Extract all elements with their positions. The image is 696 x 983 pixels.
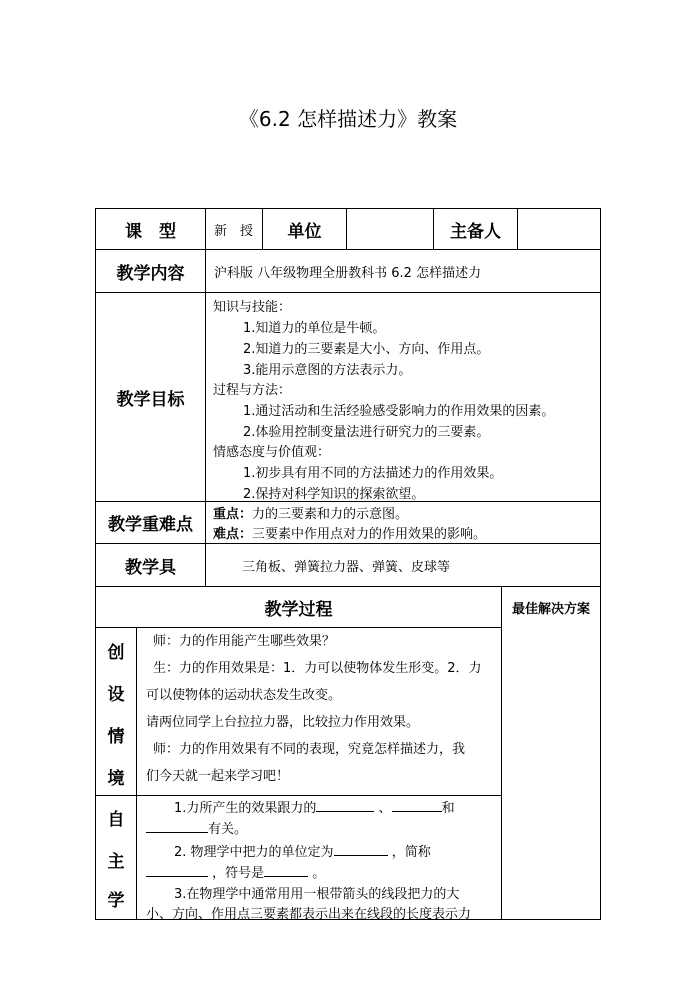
content-label: 教学内容 <box>116 263 185 284</box>
table-border <box>501 586 502 919</box>
unit-value <box>347 209 433 249</box>
author-label: 主备人 <box>450 221 501 242</box>
answer-blank[interactable] <box>392 799 442 812</box>
process-label: 教学过程 <box>264 599 333 620</box>
objective-line: 3.能用示意图的方法表示力。 <box>243 363 412 378</box>
objective-line: 过程与方法： <box>213 383 292 398</box>
objective-line: 1.初步具有用不同的方法描述力的作用效果。 <box>243 466 503 481</box>
question-1-cont <box>146 818 247 837</box>
question-2-symbol: ，符号是 <box>212 866 265 881</box>
objective-line: 1.知道力的单位是牛顿。 <box>243 321 386 336</box>
scenario-char: 境 <box>107 769 125 789</box>
course-type-label: 课 型 <box>125 221 176 242</box>
answer-blank[interactable] <box>146 820 208 833</box>
table-border <box>95 627 501 628</box>
scenario-char: 情 <box>107 727 125 747</box>
scenario-line: 们今天就一起来学习吧！ <box>146 769 290 784</box>
answer-blank[interactable] <box>316 799 374 812</box>
scenario-char: 设 <box>107 685 125 705</box>
objective-line: 2.保持对科学知识的探索欲望。 <box>243 487 425 502</box>
question-3-cont: 小、方向、作用点三要素都表示出来在线段的长度表示力 <box>146 907 472 922</box>
objective-line: 2.体验用控制变量法进行研究力的三要素。 <box>243 425 490 440</box>
self-study-char: 主 <box>107 852 125 872</box>
question-1-and: 和 <box>441 801 455 816</box>
question-2-end: 。 <box>312 866 326 881</box>
objectives-label: 教学目标 <box>116 389 185 410</box>
key-point-line <box>213 503 408 522</box>
question-3-line: 3.在物理学中通常用用一根带箭头的线段把力的大 <box>174 887 460 902</box>
tools-label: 教学具 <box>125 557 176 578</box>
table-border <box>136 627 137 919</box>
answer-blank[interactable] <box>264 864 308 877</box>
scenario-line: 生：力的作用效果是：1．力可以使物体发生形变。2．力 <box>153 661 482 676</box>
question-2-abbr: ，简称 <box>391 845 431 860</box>
question-1-line <box>174 797 455 816</box>
solution-label: 最佳解决方案 <box>511 601 590 617</box>
self-study-char: 自 <box>107 810 125 830</box>
objective-line: 2.知道力的三要素是大小、方向、作用点。 <box>243 342 490 357</box>
question-1-sep: 、 <box>378 801 392 816</box>
objective-line: 情感态度与价值观： <box>213 445 331 460</box>
content-value: 沪科版 八年级物理全册教科书 6.2 怎样描述力 <box>214 265 482 281</box>
table-border <box>600 208 601 920</box>
difficult-point-line <box>213 523 486 542</box>
key-point-label: 重点： <box>213 507 253 522</box>
objective-line: 知识与技能： <box>213 300 292 315</box>
key-points-label: 教学重难点 <box>108 515 193 535</box>
page-title: 《6.2 怎样描述力》教案 <box>238 107 458 131</box>
scenario-line: 可以使物体的运动状态发生改变。 <box>146 688 342 703</box>
scenario-line: 师：力的作用能产生哪些效果？ <box>153 634 336 649</box>
key-point-text: 力的三要素和力的示意图。 <box>252 507 409 522</box>
tools-value: 三角板、弹簧拉力器、弹簧、皮球等 <box>242 559 451 575</box>
question-2-line <box>174 841 431 860</box>
question-1-end: 有关。 <box>208 822 248 837</box>
question-2-text: 2. 物理学中把力的单位定为 <box>174 845 334 860</box>
scenario-line: 请两位同学上台拉拉力器，比较拉力作用效果。 <box>146 715 420 730</box>
course-type-value: 新 授 <box>214 223 254 239</box>
answer-blank[interactable] <box>146 864 208 877</box>
question-2-cont <box>146 862 325 881</box>
table-border <box>95 795 501 796</box>
question-1-text: 1.力所产生的效果跟力的 <box>174 801 317 816</box>
difficult-point-text: 三要素中作用点对力的作用效果的影响。 <box>252 527 487 542</box>
unit-label: 单位 <box>287 221 322 242</box>
difficult-point-label: 难点： <box>213 527 253 542</box>
scenario-char: 创 <box>107 643 125 663</box>
author-value <box>518 209 600 249</box>
objective-line: 1.通过活动和生活经验感受影响力的作用效果的因素。 <box>243 404 555 419</box>
table-border <box>205 208 206 586</box>
scenario-line: 师：力的作用效果有不同的表现，究竟怎样描述力，我 <box>153 742 466 757</box>
answer-blank[interactable] <box>334 843 388 856</box>
self-study-char: 学 <box>107 891 125 911</box>
